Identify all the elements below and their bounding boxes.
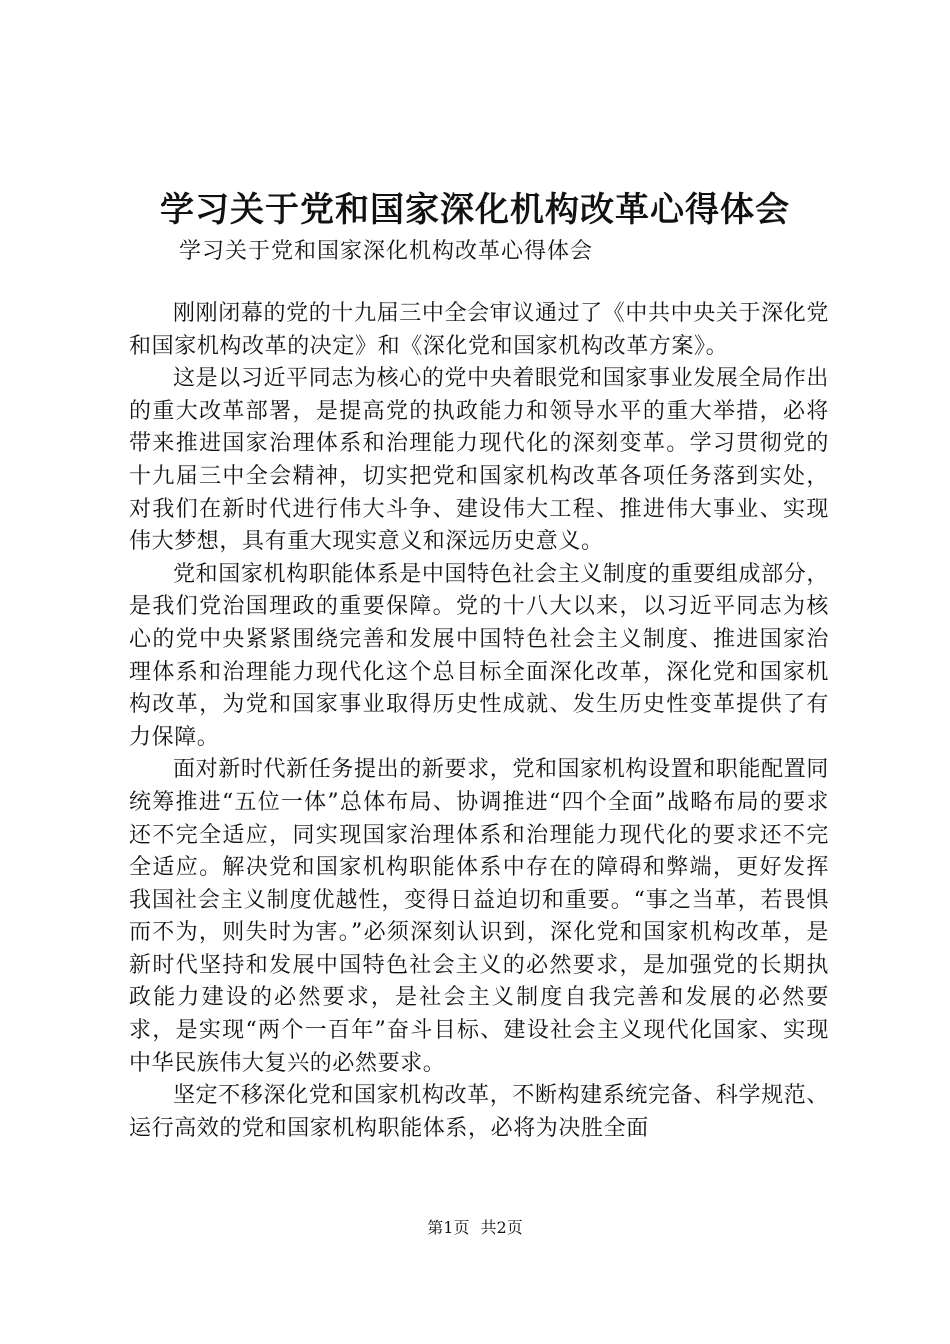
total-pages-label: 共2页 <box>480 1218 523 1237</box>
document-title: 学习关于党和国家深化机构改革心得体会 <box>160 190 790 230</box>
paragraph: 面对新时代新任务提出的新要求，党和国家机构设置和职能配置同统筹推进“五位一体”总体布局、协调推进“四个全面”战略布局的要求还不完全适应，同实现国家治理体系和治理能力现代化的要求还不完全适应。解决党和国家机构职能体系中存在的障碍和弊端，更好发挥我国社会主义制度优越性，变得日益迫切和重要。“事之当革，若畏惧而不为，则失时为害。”必须深刻认识到，深化党和国家机构改革，是新时代坚持和发展中国特色社会主义的必然要求，是加强党的长期执政能力建设的必然要求，是社会主义制度自我完善和发展的必然要求，是实现“两个一百年”奋斗目标、建设社会主义现代化国家、实现中华民族伟大复兴的必然要求。 <box>129 757 829 1076</box>
paragraph: 这是以习近平同志为核心的党中央着眼党和国家事业发展全局作出的重大改革部署，是提高党的执政能力和领导水平的重大举措，必将带来推进国家治理体系和治理能力现代化的深刻变革。学习贯彻党的十九届三中全会精神，切实把党和国家机构改革各项任务落到实处，对我们在新时代进行伟大斗争、建设伟大工程、推进伟大事业、实现伟大梦想，具有重大现实意义和深远历史意义。 <box>129 366 829 555</box>
paragraph: 刚刚闭幕的党的十九届三中全会审议通过了《中共中央关于深化党和国家机构改革的决定》和《深化党和国家机构改革方案》。 <box>129 301 829 359</box>
paragraph: 党和国家机构职能体系是中国特色社会主义制度的重要组成部分，是我们党治国理政的重要保障。党的十八大以来，以习近平同志为核心的党中央紧紧围绕完善和发展中国特色社会主义制度、推进国家治理体系和治理能力现代化这个总目标全面深化改革，深化党和国家机构改革，为党和国家事业取得历史性成就、发生历史性变革提供了有力保障。 <box>129 561 829 750</box>
current-page-label: 第1页 <box>427 1218 470 1237</box>
paragraph: 坚定不移深化党和国家机构改革，不断构建系统完备、科学规范、运行高效的党和国家机构职能体系，必将为决胜全面 <box>129 1083 829 1141</box>
page-footer <box>0 1216 950 1240</box>
document-body <box>129 298 829 1145</box>
document-subtitle: 学习关于党和国家深化机构改革心得体会 <box>179 239 594 264</box>
